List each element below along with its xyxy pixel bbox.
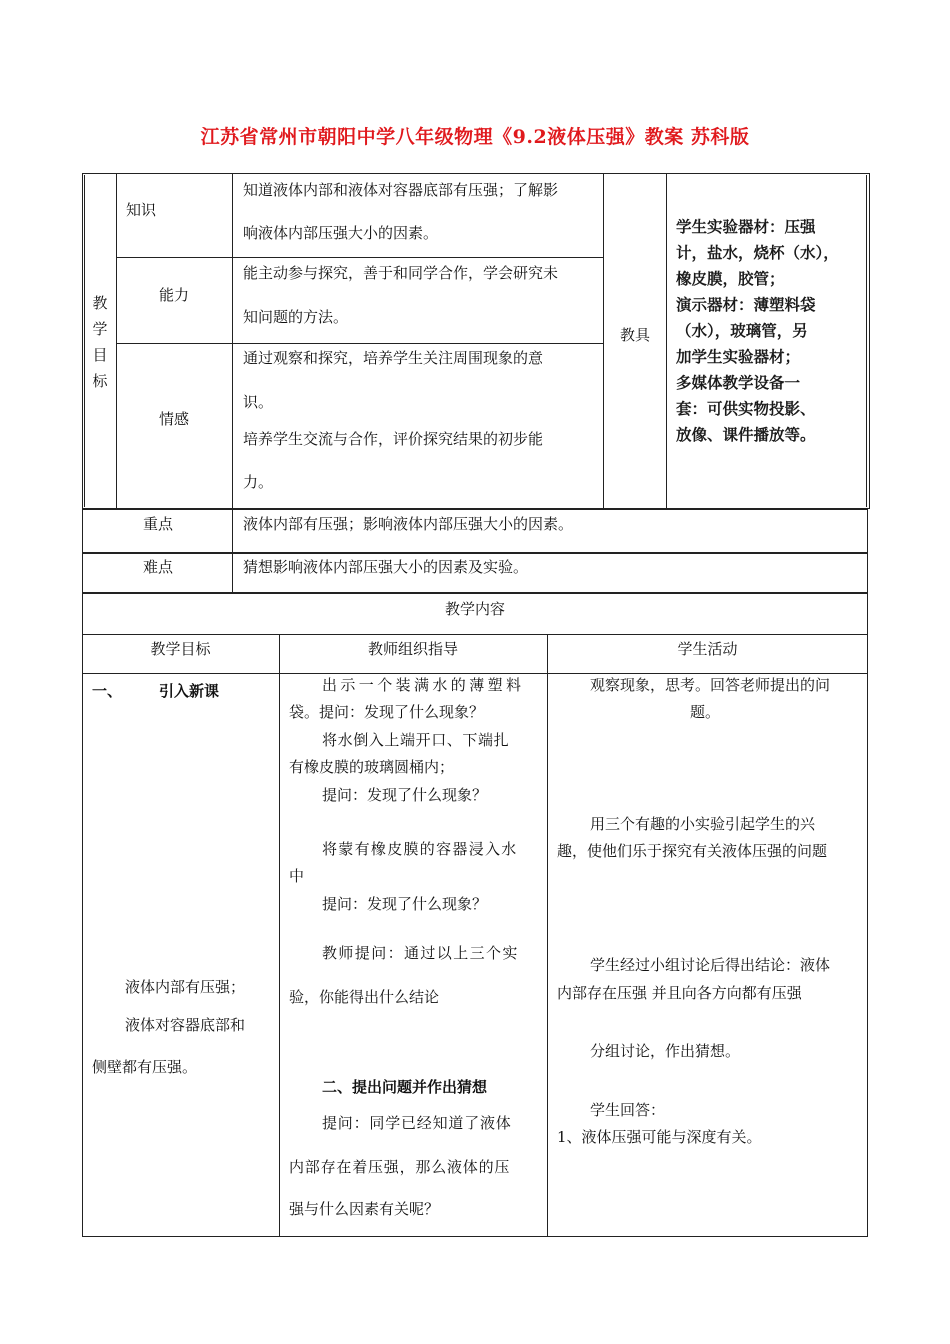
teacher-text-4: 有橡皮膜的玻璃圆桶内； (289, 758, 455, 776)
teacher-text-5: 提问：发现了什么现象？ (322, 786, 488, 804)
difficulty-text: 猜想影响液体内部压强大小的因素及实验。 (243, 558, 529, 576)
knowledge-text-1: 知道液体内部和液体对容器底部有压强；了解影 (243, 181, 559, 199)
teacher-text-13: 强与什么因素有关呢？ (289, 1200, 440, 1218)
emotion-text-3: 培养学生交流与合作，评价探究结果的初步能 (243, 430, 544, 448)
content-header: 教学内容 (444, 600, 505, 618)
ability-text-2: 知问题的方法。 (243, 308, 349, 326)
tools-label: 教具 (620, 326, 651, 344)
section-1-title: 引入新课 (159, 682, 220, 700)
teacher-text-3: 将水倒入上端开口、下端扎 (322, 731, 510, 749)
student-text-9: 1、液体压强可能与深度有关。 (557, 1128, 762, 1146)
teacher-text-7: 中 (289, 867, 305, 885)
student-text-5: 学生经过小组讨论后得出结论：液体 (590, 956, 831, 974)
student-text-4: 趣，使他们乐于探究有关液体压强的问题 (557, 842, 828, 860)
objective-text-3: 侧壁都有压强。 (92, 1058, 198, 1076)
teacher-text-12: 内部存在着压强，那么液体的压 (289, 1158, 511, 1176)
student-text-2: 题。 (690, 703, 721, 721)
teacher-text-10: 验，你能得出什么结论 (289, 988, 440, 1006)
teacher-text-9: 教师提问：通过以上三个实 (322, 944, 519, 962)
ability-label: 能力 (159, 286, 190, 304)
teacher-text-6: 将蒙有橡皮膜的容器浸入水 (322, 840, 518, 858)
column-header-objectives: 教学目标 (150, 640, 211, 658)
ability-text-1: 能主动参与探究，善于和同学合作，学会研究未 (243, 264, 559, 282)
teacher-text-1: 出示一个装满水的薄塑料 (322, 676, 525, 694)
student-text-3: 用三个有趣的小实验引起学生的兴 (590, 815, 816, 833)
key-point-text: 液体内部有压强；影响液体内部压强大小的因素。 (243, 515, 574, 533)
section-1-number: 一、 (92, 682, 123, 700)
teacher-text-11: 提问：同学已经知道了液体 (322, 1114, 512, 1132)
student-text-8: 学生回答： (590, 1101, 666, 1119)
student-text-6: 内部存在压强 并且向各方向都有压强 (557, 984, 802, 1002)
difficulty-label: 难点 (143, 558, 174, 576)
column-header-student: 学生活动 (677, 640, 738, 658)
objective-text-2: 液体对容器底部和 (125, 1016, 246, 1034)
tools-text: 学生实验器材：压强 计，盐水，烧杯（水）， 橡皮膜，胶管； 演示器材：薄塑料袋 （水），玻璃管，另 加学生实验器材； 多媒体教学设备一 套：可供实物投影、 放像、课件播放等。 (676, 218, 839, 444)
objectives-vertical-label: 教 学 目 标 (92, 294, 108, 390)
key-point-label: 重点 (143, 515, 174, 533)
emotion-text-2: 识。 (243, 393, 274, 411)
knowledge-label: 知识 (126, 201, 157, 219)
section-2-title: 二、提出问题并作出猜想 (322, 1078, 488, 1096)
knowledge-text-2: 响液体内部压强大小的因素。 (243, 224, 439, 242)
teacher-text-8: 提问：发现了什么现象？ (322, 895, 488, 913)
student-text-7: 分组讨论，作出猜想。 (590, 1042, 741, 1060)
emotion-label: 情感 (159, 410, 190, 428)
emotion-text-1: 通过观察和探究，培养学生关注周围现象的意 (243, 349, 544, 367)
emotion-text-4: 力。 (243, 473, 274, 491)
column-header-teacher: 教师组织指导 (367, 640, 458, 658)
document-title: 江苏省常州市朝阳中学八年级物理《9.2液体压强》教案 苏科版 (200, 126, 750, 148)
objective-text-1: 液体内部有压强； (125, 978, 246, 996)
teacher-text-2: 袋。提问：发现了什么现象？ (289, 703, 485, 721)
student-text-1: 观察现象，思考。回答老师提出的问 (590, 676, 831, 694)
